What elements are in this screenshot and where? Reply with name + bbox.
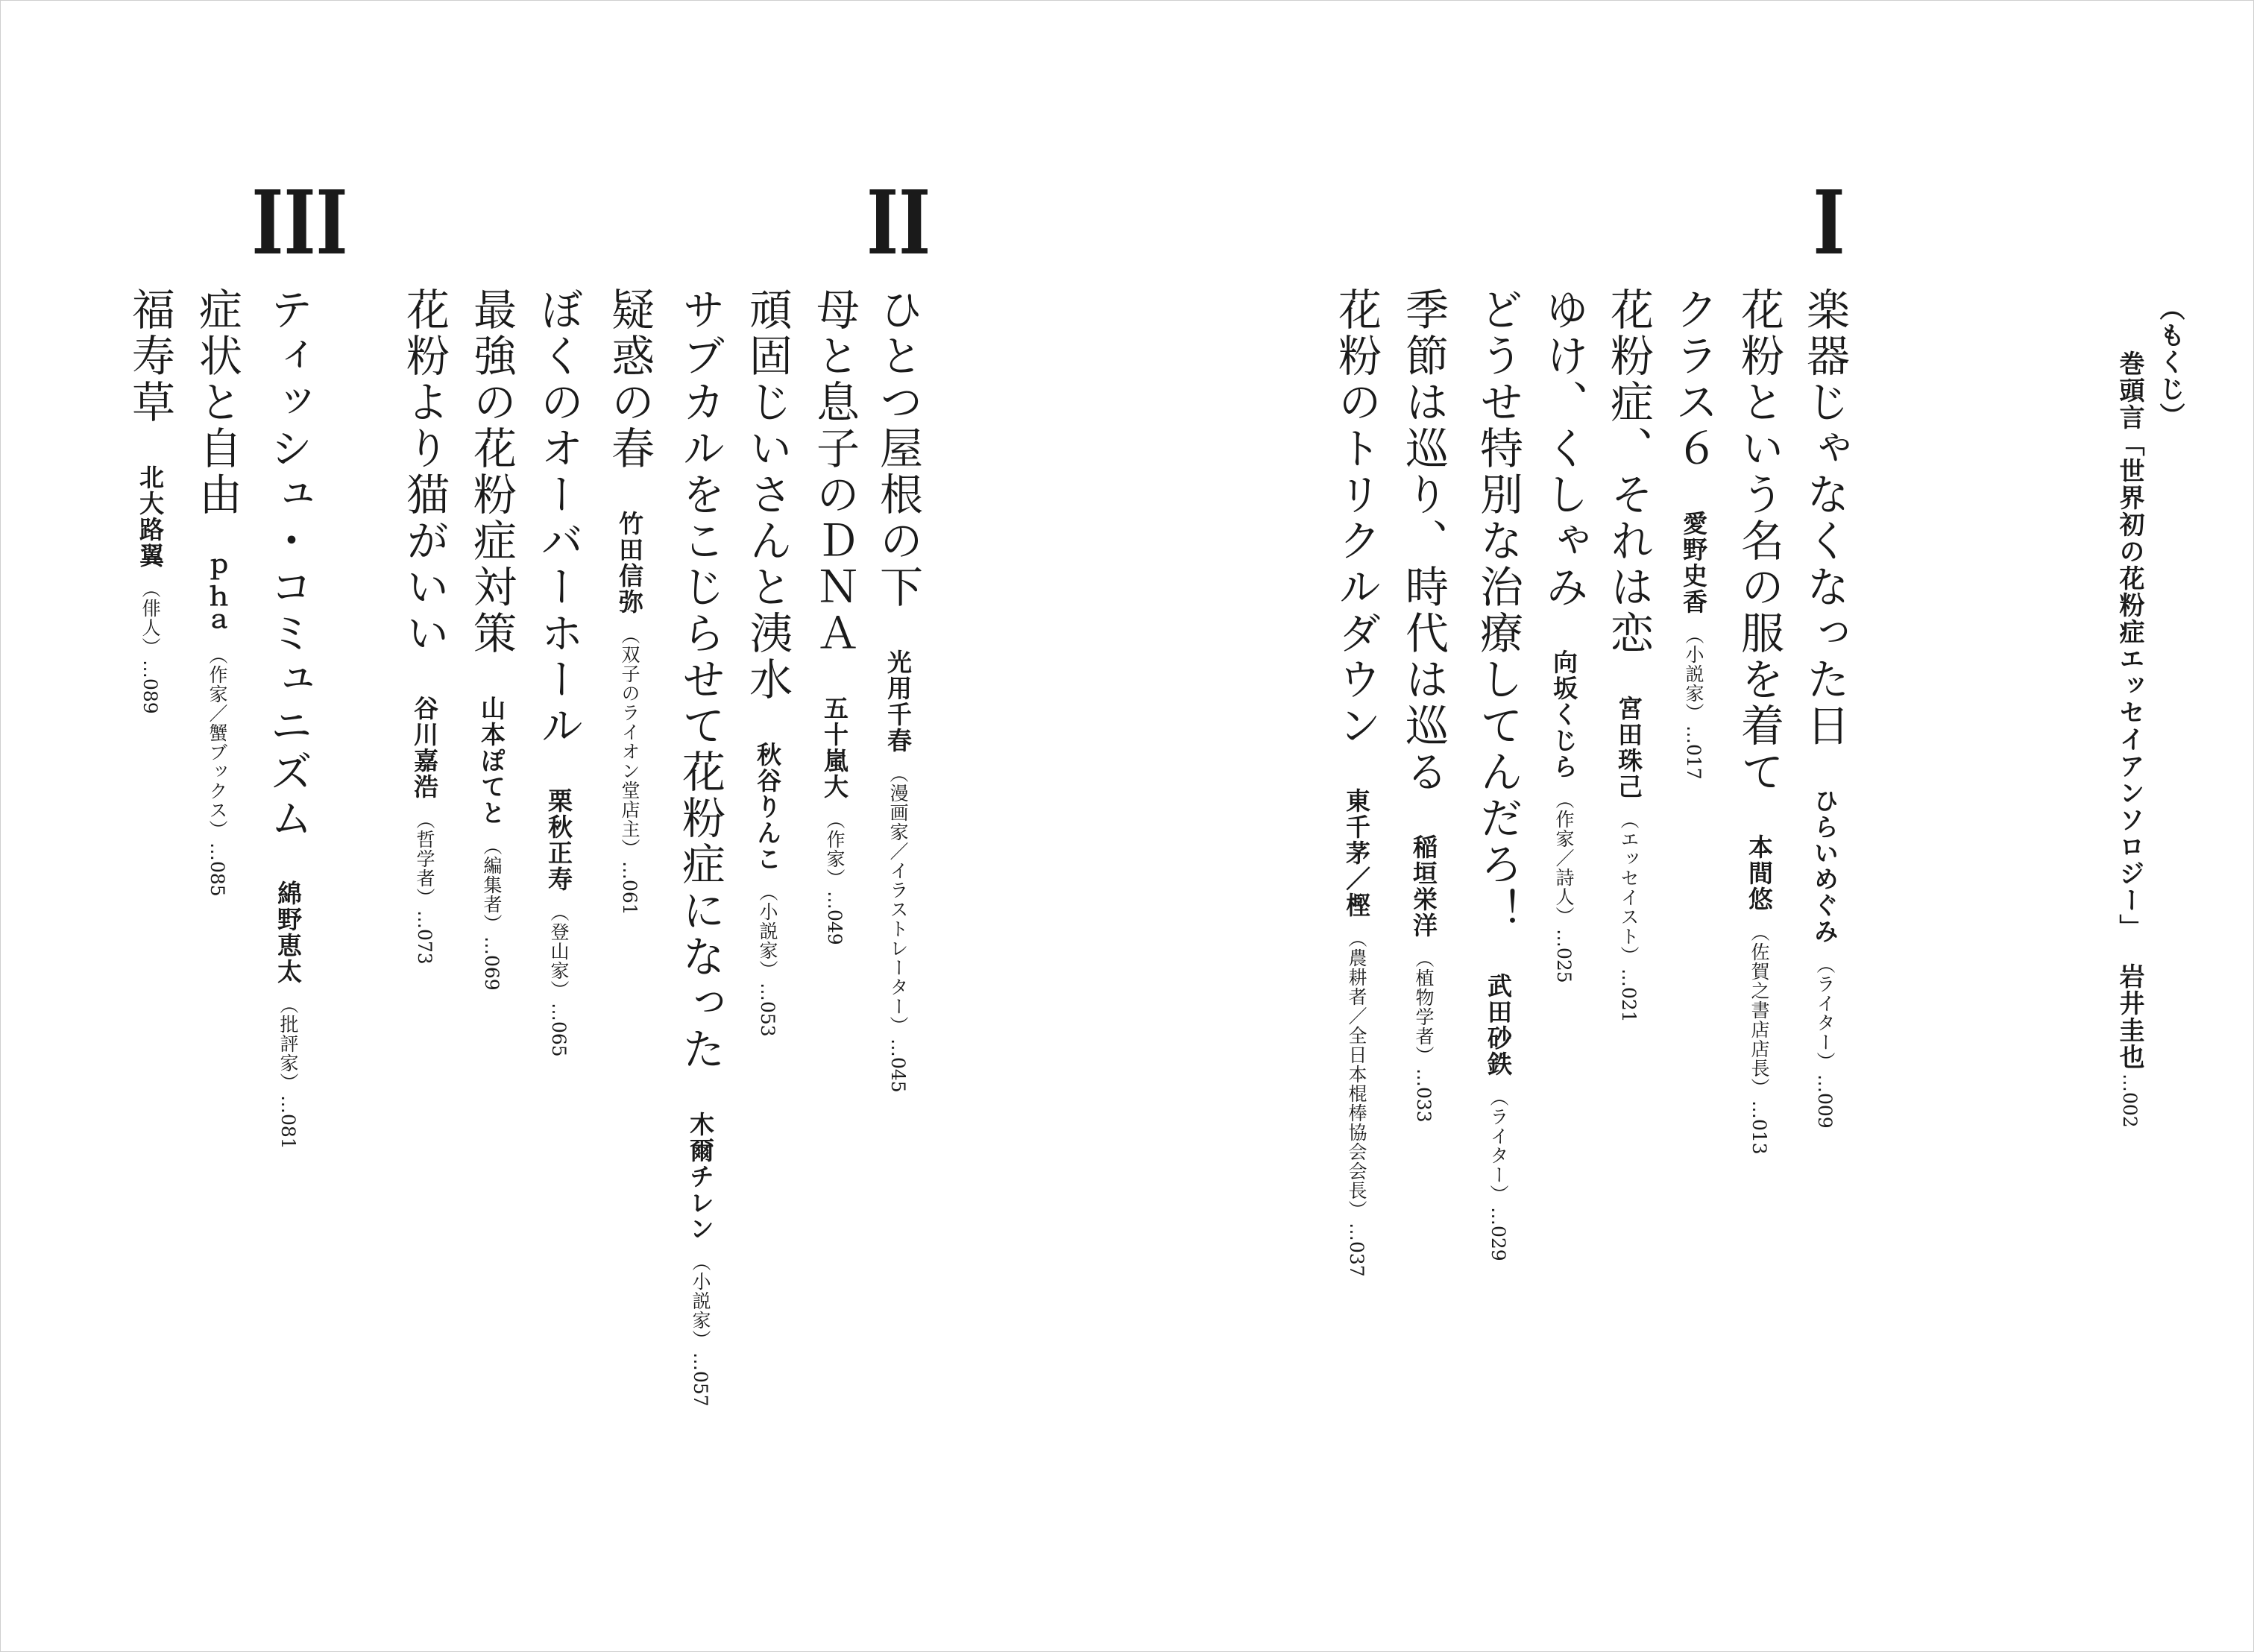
entry-role: （哲学者） — [414, 810, 435, 907]
entry-page: 045 — [887, 1057, 909, 1093]
toc-entry[interactable] — [1603, 287, 1654, 1023]
entry-author: 山本ぽてと — [477, 696, 506, 826]
toc-entry[interactable] — [742, 287, 793, 1037]
entry-page: 021 — [1618, 987, 1640, 1023]
entry-role: （佐賀之書店店長） — [1748, 923, 1770, 1097]
entry-title: ティッシュ・コミュニズム — [262, 287, 313, 842]
entry-role: （小説家） — [1683, 625, 1704, 722]
entry-dots: … — [1346, 1223, 1367, 1241]
entry-dots: … — [1553, 929, 1575, 948]
entry-dots: … — [548, 1003, 570, 1021]
entry-title: 花粉という名の服を着て — [1734, 287, 1784, 795]
lead-page: 002 — [2119, 1092, 2141, 1128]
entry-title: ひとつ屋根の下 — [872, 287, 923, 611]
entry-role: （俳人） — [139, 579, 161, 657]
entry-page: 053 — [757, 1001, 778, 1037]
entry-role: （小説家） — [757, 883, 778, 980]
toc-entry[interactable] — [125, 287, 175, 714]
toc-title: （もくじ） — [2155, 295, 2185, 429]
entry-author: 愛野史香 — [1679, 511, 1708, 615]
toc-entry[interactable] — [1538, 287, 1589, 983]
toc-entry[interactable] — [809, 287, 860, 945]
entry-dots: … — [619, 861, 640, 880]
entry-title: 最強の花粉症対策 — [466, 287, 517, 657]
section-numeral-2: II — [866, 171, 931, 274]
entry-role: （批評家） — [277, 995, 299, 1092]
entry-dots: … — [887, 1038, 909, 1057]
lead-dots: … — [2119, 1074, 2141, 1092]
toc-entry[interactable] — [1668, 287, 1719, 780]
entry-role: （作家／蟹ブックス） — [207, 646, 228, 839]
entry-title: 花粉より猫がいい — [399, 287, 450, 657]
entry-title: 福寿草 — [125, 287, 175, 426]
entry-role: （ライター） — [1488, 1088, 1509, 1204]
entry-page: 057 — [690, 1371, 711, 1407]
entry-role: （エッセイスト） — [1618, 810, 1640, 965]
toc-entry[interactable] — [1331, 287, 1382, 1277]
entry-dots: … — [757, 983, 778, 1001]
entry-author: 栗秋正寿 — [544, 788, 573, 892]
entry-title: 母と息子のＤＮＡ — [809, 287, 860, 657]
toc-entry[interactable] — [399, 287, 450, 965]
entry-title: 花粉のトリクルダウン — [1331, 287, 1382, 749]
entry-title: 楽器じゃなくなった日 — [1799, 287, 1850, 749]
entry-page: 033 — [1413, 1087, 1435, 1123]
section-numeral-1: I — [1813, 171, 1845, 274]
entry-title: サブカルをこじらせて花粉症になった — [675, 287, 725, 1073]
entry-author: 五十嵐大 — [820, 696, 849, 800]
entry-dots: … — [1683, 725, 1704, 744]
entry-page: 073 — [414, 929, 435, 965]
entry-author: 宮田珠己 — [1614, 696, 1643, 800]
entry-title: 花粉症、それは恋 — [1603, 287, 1654, 657]
entry-role: （農耕者／全日本棍棒協会会長） — [1346, 929, 1367, 1220]
entry-dots: … — [139, 660, 161, 678]
toc-entry[interactable] — [675, 287, 725, 1407]
entry-author: 武田砂鉄 — [1484, 973, 1513, 1077]
entry-page: 089 — [139, 678, 161, 714]
toc-entry[interactable] — [1473, 287, 1523, 1261]
entry-author: 本間悠 — [1745, 834, 1774, 912]
entry-author: ｐｈａ — [203, 557, 232, 635]
entry-page: 037 — [1346, 1241, 1367, 1277]
entry-page: 081 — [277, 1114, 299, 1150]
entry-dots: … — [690, 1352, 711, 1371]
entry-page: 065 — [548, 1021, 570, 1057]
entry-author: 竹田信弥 — [615, 511, 644, 615]
entry-title: ぼくのオーバーホール — [533, 287, 584, 749]
lead-author: 岩井圭也 — [2115, 963, 2144, 1071]
entry-author: 北大路翼 — [136, 464, 165, 569]
lead-entry[interactable] — [2117, 350, 2142, 1128]
entry-role: （作家） — [824, 810, 846, 888]
entry-author: 秋谷りんこ — [753, 742, 782, 872]
toc-entry[interactable] — [1734, 287, 1784, 1155]
entry-author: 木爾チレン — [686, 1112, 715, 1242]
entry-title: 頑固じいさんと洟水 — [742, 287, 793, 703]
entry-role: （作家／詩人） — [1553, 790, 1575, 926]
toc-entry[interactable] — [466, 287, 517, 991]
entry-page: 069 — [481, 955, 503, 991]
entry-author: 東千茅／樫 — [1342, 788, 1371, 918]
entry-title: 症状と自由 — [192, 287, 242, 518]
entry-dots: … — [1413, 1068, 1435, 1087]
entry-page: 085 — [207, 861, 228, 897]
entry-title: どうせ特別な治療してんだろ！ — [1473, 287, 1523, 934]
entry-title: 疑惑の春 — [604, 287, 655, 472]
entry-title: クラス６ — [1668, 287, 1719, 472]
entry-dots: … — [1488, 1207, 1509, 1226]
entry-role: （編集者） — [481, 836, 503, 933]
entry-author: 稲垣栄洋 — [1409, 834, 1438, 939]
entry-page: 061 — [619, 880, 640, 915]
entry-role: （漫画家／イラストレーター） — [887, 764, 909, 1035]
toc-entry[interactable] — [1799, 287, 1850, 1129]
entry-author: 谷川嘉浩 — [410, 696, 439, 800]
entry-page: 029 — [1488, 1226, 1509, 1261]
entry-author: 綿野恵太 — [274, 880, 303, 985]
entry-dots: … — [1618, 968, 1640, 987]
entry-page: 009 — [1814, 1093, 1836, 1129]
entry-dots: … — [207, 842, 228, 861]
entry-page: 013 — [1748, 1119, 1770, 1155]
entry-role: （登山家） — [548, 903, 570, 1000]
entry-dots: … — [481, 936, 503, 955]
toc-entry[interactable] — [533, 287, 584, 1057]
entry-dots: … — [277, 1095, 299, 1114]
entry-dots: … — [1814, 1074, 1836, 1093]
entry-page: 025 — [1553, 948, 1575, 983]
entry-dots: … — [414, 910, 435, 929]
lead-title: 巻頭言「世界初の花粉症エッセイアンソロジー」 — [2115, 350, 2144, 941]
entry-role: （ライター） — [1814, 955, 1836, 1071]
toc-entry[interactable] — [1398, 287, 1449, 1123]
toc-entry[interactable] — [192, 287, 242, 897]
entry-author: 向坂くじら — [1549, 649, 1578, 780]
entry-title: ゆけ、くしゃみ — [1538, 287, 1589, 611]
toc-entry[interactable] — [604, 287, 655, 915]
entry-page: 017 — [1683, 744, 1704, 780]
entry-role: （植物学者） — [1413, 949, 1435, 1065]
section-numeral-3: III — [251, 171, 348, 274]
entry-dots: … — [1748, 1100, 1770, 1119]
entry-author: 光用千春 — [884, 649, 913, 754]
entry-role: （小説家） — [690, 1252, 711, 1349]
entry-page: 049 — [824, 909, 846, 945]
entry-title: 季節は巡り、時代は巡る — [1398, 287, 1449, 795]
entry-dots: … — [824, 891, 846, 909]
toc-entry[interactable] — [872, 287, 923, 1093]
entry-role: （双子のライオン堂店主） — [619, 625, 640, 858]
entry-author: ひらいめぐみ — [1810, 788, 1839, 945]
toc-entry[interactable] — [262, 287, 313, 1150]
